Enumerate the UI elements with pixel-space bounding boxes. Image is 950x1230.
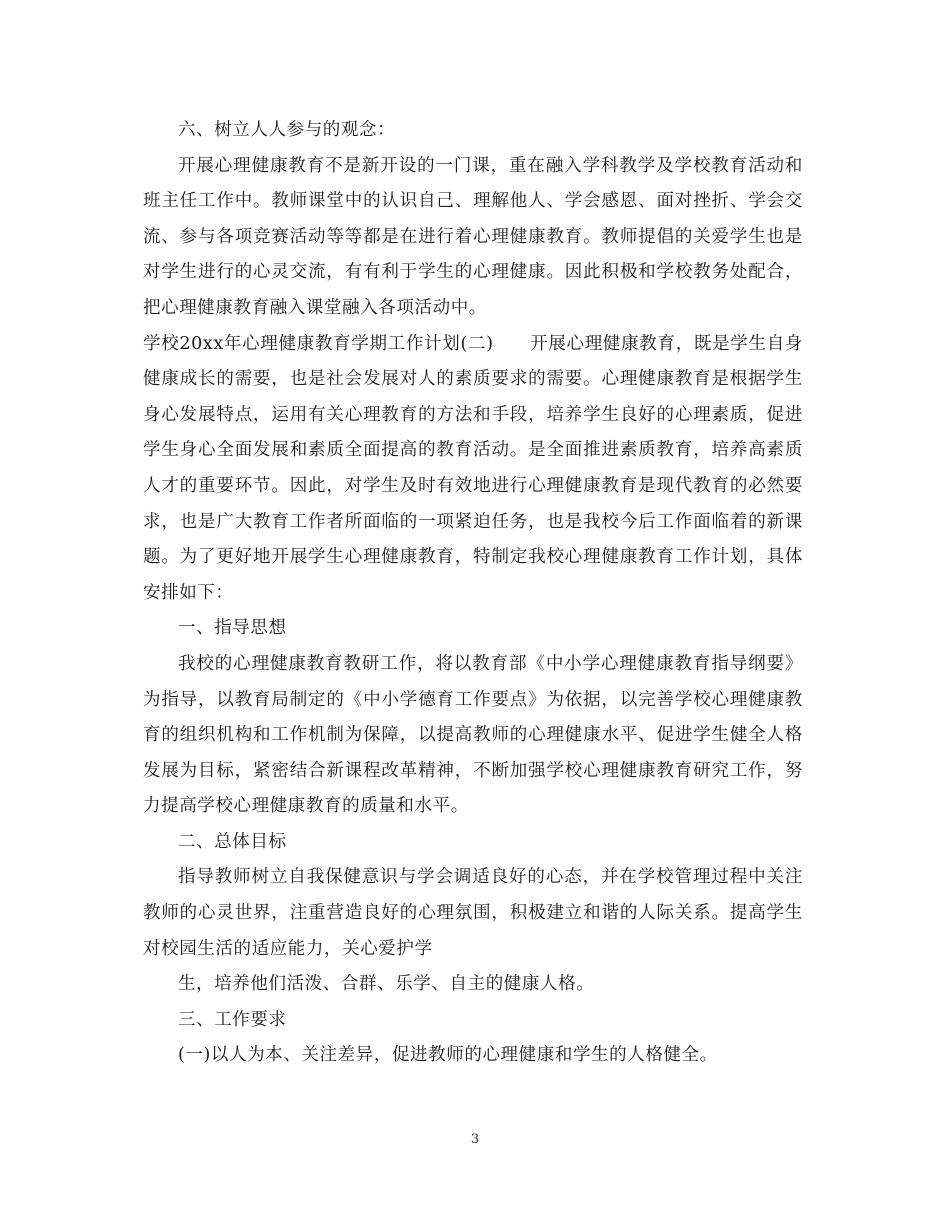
section-heading-six: 六、树立人人参与的观念： [178, 120, 396, 140]
section-heading-overall-goal: 二、总体目标 [178, 831, 287, 852]
body-paragraph: 开展心理健康教育不是新开设的一门课，重在融入学科教学及学校教育活动和班主任工作中。教师课堂中的认识自己、理解他人、学会感恩、面对挫折、学会交流、参与各项竞赛活动等等都是在进行着心理健康教育。教师提倡的关爱学生也是对学生进行的心灵交流，有有利于学生的心理健康。因此积极和学校教务处配合，把心理健康教育融入课堂融入各项活动中。 [143, 155, 803, 318]
plan-title-paragraph: 学校20xx年心理健康教育学期工作计划(二) 开展心理健康教育，既是学生自身健康成长的需要，也是社会发展对人的素质要求的需要。心理健康教育是根据学生身心发展特点，运用有关心理教育的方法和手段，培养学生良好的心理素质，促进学生身心全面发展和素质全面提高的教育活动。是全面推进素质教育，培养高素质人才的重要环节。因此，对学生及时有效地进行心理健康教育是现代教育的必然要求，也是广大教育工作者所面临的一项紧迫任务，也是我校今后工作面临着的新课题。为了更好地开展学生心理健康教育，特制定我校心理健康教育工作计划，具体安排如下： [143, 333, 803, 603]
section-heading-work-requirements: 三、工作要求 [178, 1009, 287, 1030]
body-paragraph: 我校的心理健康教育教研工作，将以教育部《中小学心理健康教育指导纲要》为指导，以教育局制定的《中小学德育工作要点》为依据，以完善学校心理健康教育的组织机构和工作机制为保障，以提高教师的心理健康水平、促进学生健全人格发展为目标，紧密结合新课程改革精神，不断加强学校心理健康教育研究工作，努力提高学校心理健康教育的质量和水平。 [143, 653, 803, 817]
body-paragraph: 指导教师树立自我保健意识与学会调适良好的心态，并在学校管理过程中关注教师的心灵世界，注重营造良好的心理氛围，积极建立和谐的人际关系。提高学生对校园生活的适应能力，关心爱护学 [143, 867, 803, 959]
section-heading-guiding-ideology: 一、指导思想 [178, 618, 287, 639]
body-paragraph: (一)以人为本、关注差异，促进教师的心理健康和学生的人格健全。 [178, 1045, 718, 1066]
document-body [143, 113, 803, 1074]
body-paragraph: 生，培养他们活泼、合群、乐学、自主的健康人格。 [178, 974, 595, 995]
page-number: 3 [470, 1132, 480, 1147]
